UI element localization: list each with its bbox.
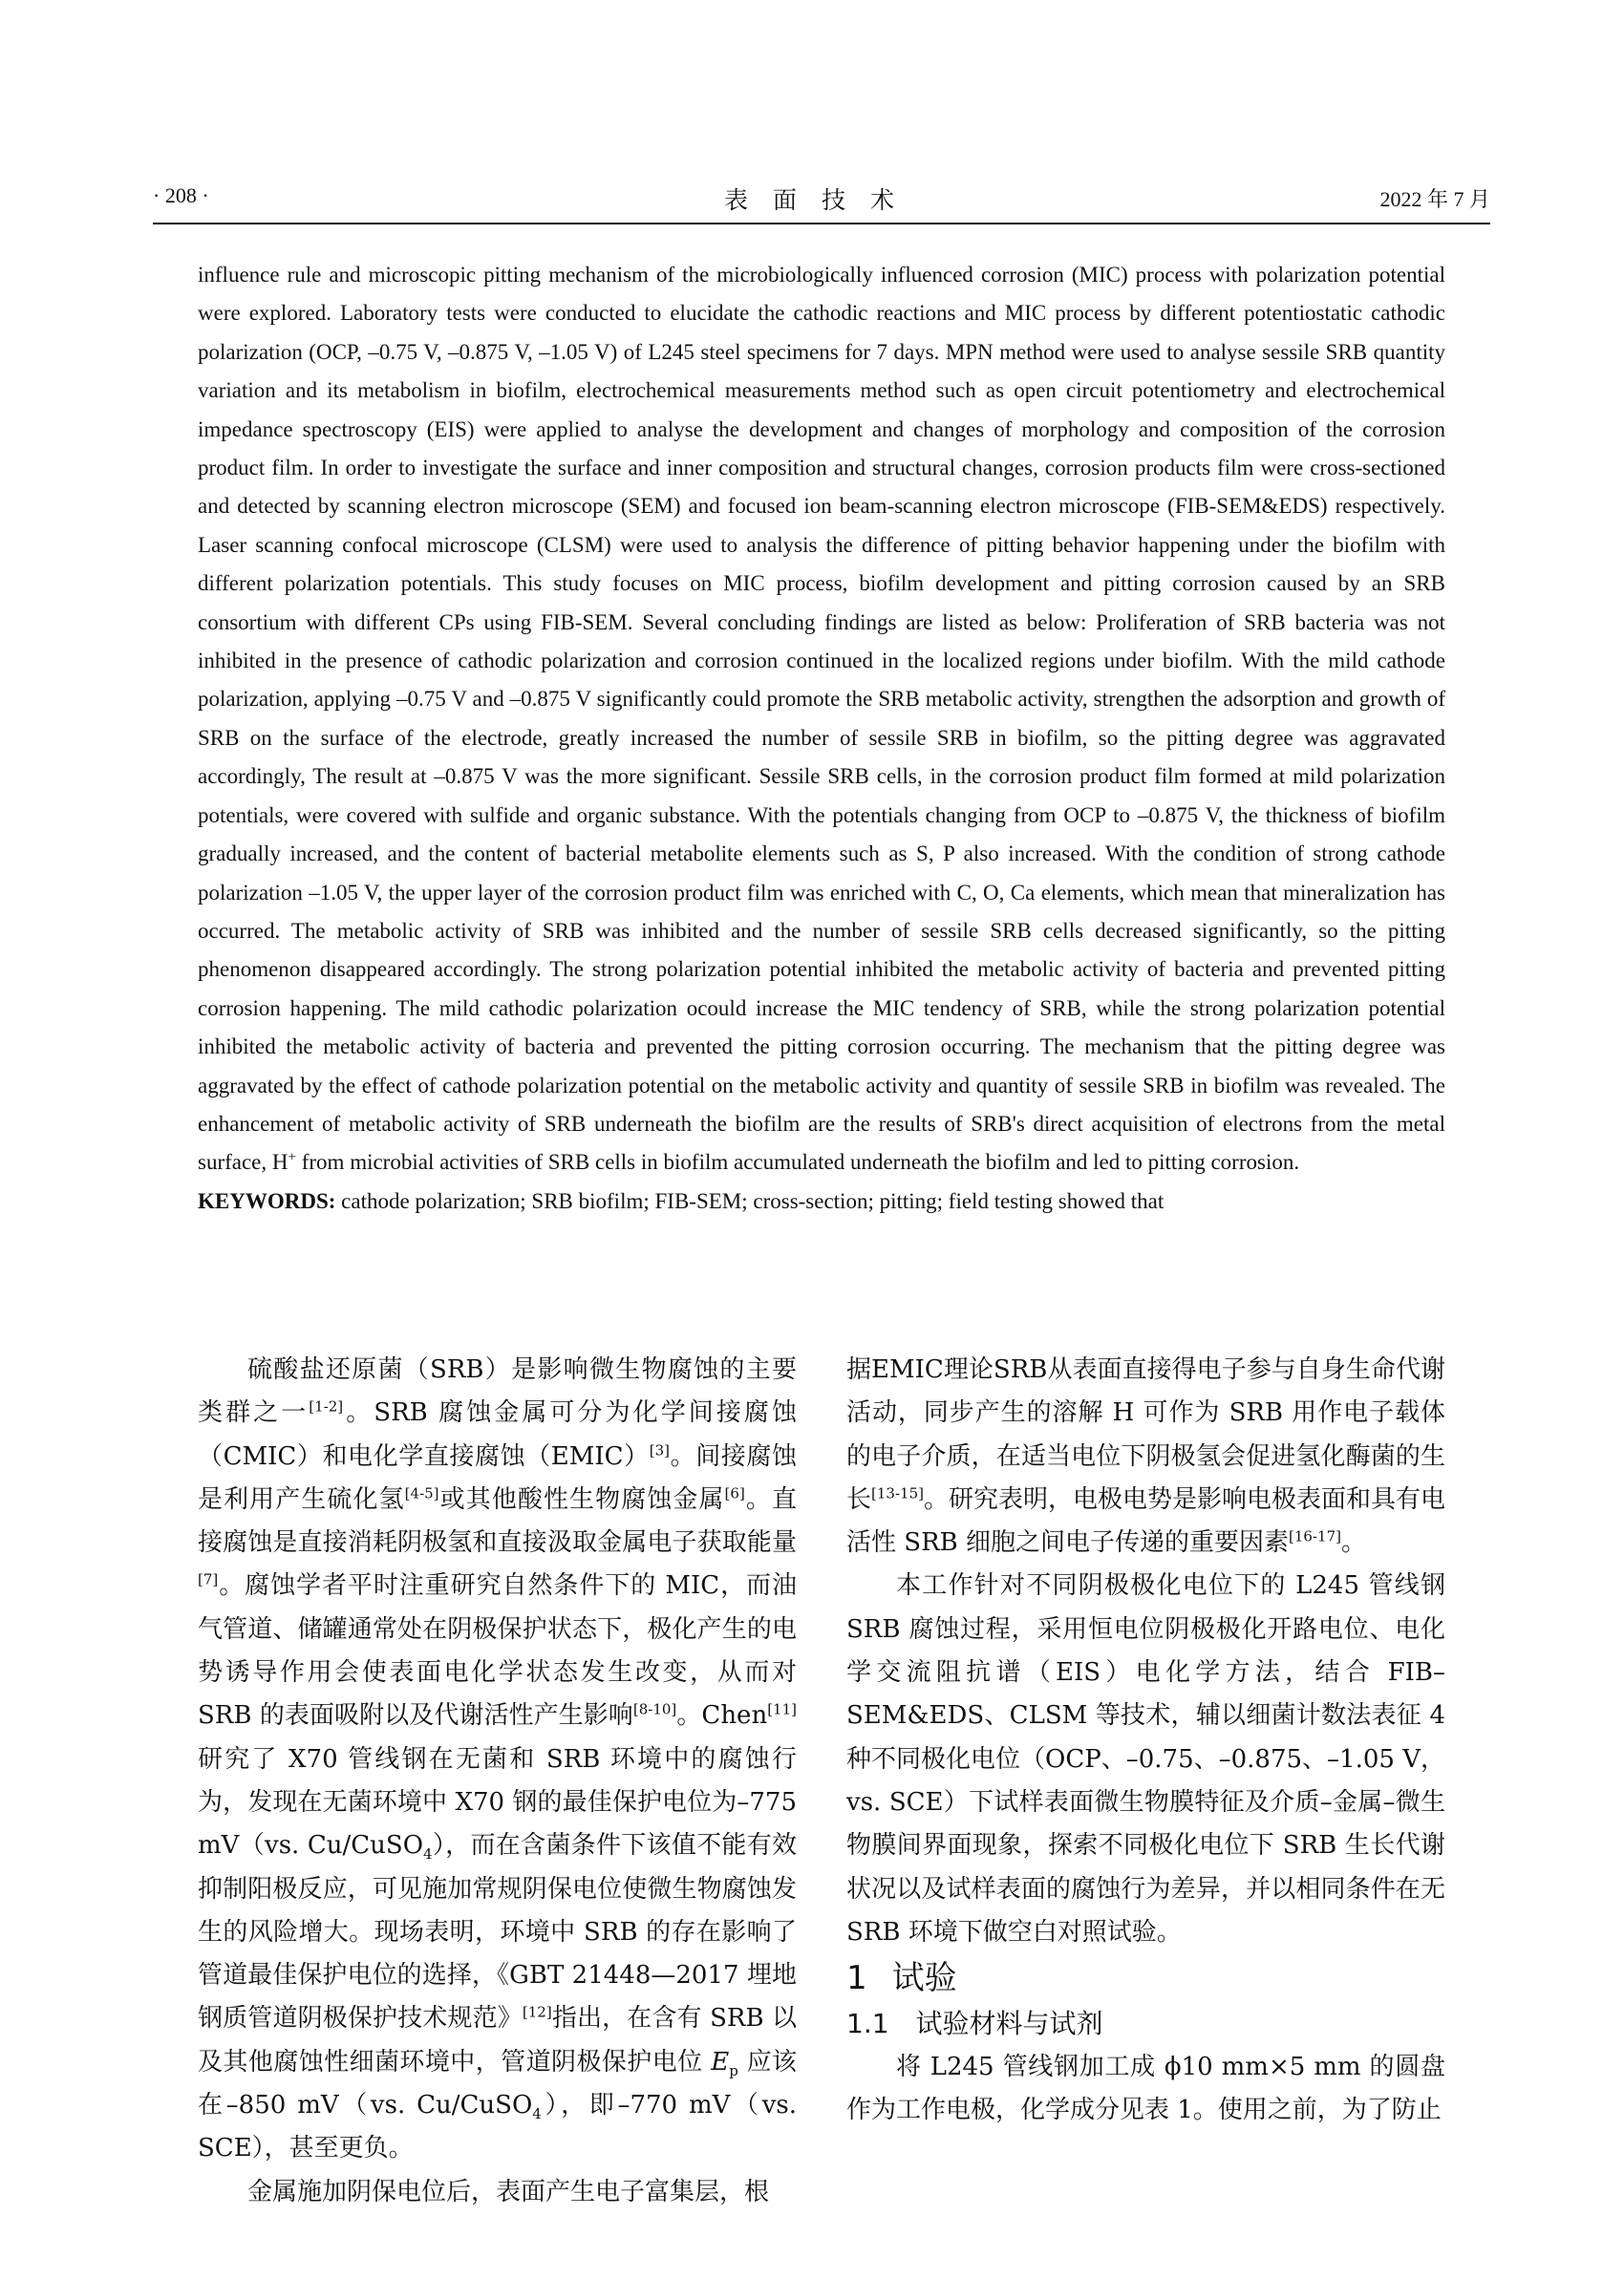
section-heading-1: 1 试验 <box>846 1959 957 1998</box>
intro-paragraph-3: 据EMIC理论SRB从表面直接得电子参与自身生命代谢活动，同步产生的溶解 H 可作为 SRB 用作电子载体的电子介质，在适当电位下阴极氢会促进氢化酶菌的生长[13-15]。研究表明，电极电势是影响电极表面和具有电活性 SRB 细胞之间电子传递的重要因素[16-17]。 <box>846 1355 1445 1558</box>
journal-name: 表面技术 <box>723 186 919 214</box>
keywords-list: cathode polarization; SRB biofilm; FIB-SEM; cross-section; pitting; field testing showed that <box>335 1188 1165 1213</box>
materials-paragraph: 将 L245 管线钢加工成 ϕ10 mm×5 mm 的圆盘作为工作电极，化学成分见表 1。使用之前，为了防止 <box>846 2053 1445 2125</box>
left-column <box>198 1349 797 2214</box>
running-header <box>153 180 1490 220</box>
keywords-label: KEYWORDS: <box>198 1188 336 1213</box>
keywords <box>198 1183 1445 1221</box>
header-rule <box>153 223 1490 224</box>
page-number: · 208 · <box>153 183 209 207</box>
right-column <box>846 1349 1445 2133</box>
english-abstract <box>198 256 1445 1221</box>
section-heading-1-1: 1.1 试验材料与试剂 <box>846 2008 1103 2040</box>
intro-paragraph-2: 金属施加阴保电位后，表面产生电子富集层，根 <box>247 2177 770 2206</box>
intro-paragraph-4: 本工作针对不同阴极极化电位下的 L245 管线钢 SRB 腐蚀过程，采用恒电位阴极极化开路电位、电化学交流阻抗谱（EIS）电化学方法，结合 FIB–SEM&EDS、CLSM 等技术，辅以细菌计数法表征 4 种不同极化电位（OCP、–0.75、–0.875、–1.05 V，vs. SCE）下试样表面微生物膜特征及介质–金属–微生物膜间界面现象，探索不同极化电位下 SRB 生长代谢状况以及试样表面的腐蚀行为差异，并以相同条件在无 SRB 环境下做空白对照试验。 <box>846 1571 1445 1947</box>
intro-paragraph-1: 硫酸盐还原菌（SRB）是影响微生物腐蚀的主要类群之一[1-2]。SRB 腐蚀金属可分为化学间接腐蚀（CMIC）和电化学直接腐蚀（EMIC）[3]。间接腐蚀是利用产生硫化氢[4-5]或其他酸性生物腐蚀金属[6]。直接腐蚀是直接消耗阴极氢和直接汲取金属电子获取能量[7]。腐蚀学者平时注重研究自然条件下的 MIC，而油气管道、储罐通常处在阴极保护状态下，极化产生的电势诱导作用会使表面电化学状态发生改变，从而对 SRB 的表面吸附以及代谢活性产生影响[8-10]。Chen[11]研究了 X70 管线钢在无菌和 SRB 环境中的腐蚀行为，发现在无菌环境中 X70 钢的最佳保护电位为–775 mV（vs. Cu/CuSO$_4$），而在含菌条件下该值不能有效抑制阳极反应，可见施加常规阴保电位使微生物腐蚀发生的风险增大。现场表明，环境中 SRB 的存在影响了管道最佳保护电位的选择，《GBT 21448—2017 埋地钢质管道阴极保护技术规范》[12]指出，在含有 SRB 以及其他腐蚀性细菌环境中，管道阴极保护电位 $E_p$ 应该在–850 mV（vs. Cu/CuSO$_4$），即–770 mV（vs. SCE），甚至更负。 <box>198 1355 798 2163</box>
abstract-body: influence rule and microscopic pitting mechanism of the microbiologically influenced corrosion (MIC) process with polarization potential were explored. Laboratory tests were conducted to elucidate the cathodic reactions and MIC process by different potentiostatic cathodic polarization (OCP, –0.75 V, –0.875 V, –1.05 V) of L245 steel specimens for 7 days. MPN method were used to analyse sessile SRB quantity variation and its metabolism in biofilm, electrochemical measurements method such as open circuit potentiometry and electrochemical impedance spectroscopy (EIS) were applied to analyse the development and changes of morphology and composition of the corrosion product film. In order to investigate the surface and inner composition and structural changes, corrosion products film were cross-sectioned and detected by scanning electron microscope (SEM) and focused ion beam-scanning electron microscope (FIB-SEM&EDS) respectively. Laser scanning confocal microscope (CLSM) were used to analysis the difference of pitting behavior happening under the biofilm with different polarization potentials. This study focuses on MIC process, biofilm development and pitting corrosion caused by an SRB consortium with different CPs using FIB-SEM. Several concluding findings are listed as below: Proliferation of SRB bacteria was not inhibited in the presence of cathodic polarization and corrosion continued in the localized regions under biofilm. With the mild cathode polarization, applying –0.75 V and –0.875 V significantly could promote the SRB metabolic activity, strengthen the adsorption and growth of SRB on the surface of the electrode, greatly increased the number of sessile SRB in biofilm, so the pitting degree was aggravated accordingly, The result at –0.875 V was the more significant. Sessile SRB cells, in the corrosion product film formed at mild polarization potentials, were covered with sulfide and organic substance. With the potentials changing from OCP to –0.875 V, the thickness of biofilm gradually increased, and the content of bacterial metabolite elements such as S, P also increased. With the condition of strong cathode polarization –1.05 V, the upper layer of the corrosion product film was enriched with C, O, Ca elements, which mean that mineralization has occurred. The metabolic activity of SRB was inhibited and the number of sessile SRB cells decreased significantly, so the pitting phenomenon disappeared accordingly. The strong polarization potential inhibited the metabolic activity of bacteria and prevented pitting corrosion happening. The mild cathodic polarization ocould increase the MIC tendency of SRB, while the strong polarization potential inhibited the metabolic activity of bacteria and prevented the pitting corrosion occurring. The mechanism that the pitting degree was aggravated by the effect of cathode polarization potential on the metabolic activity and quantity of sessile SRB in biofilm was revealed. The enhancement of metabolic activity of SRB underneath the biofilm are the results of SRB's direct acquisition of electrons from the metal surface, H+ from microbial activities of SRB cells in biofilm accumulated underneath the biofilm and led to pitting corrosion. <box>198 263 1445 1175</box>
issue-date: 2022 年 7 月 <box>1379 187 1490 211</box>
